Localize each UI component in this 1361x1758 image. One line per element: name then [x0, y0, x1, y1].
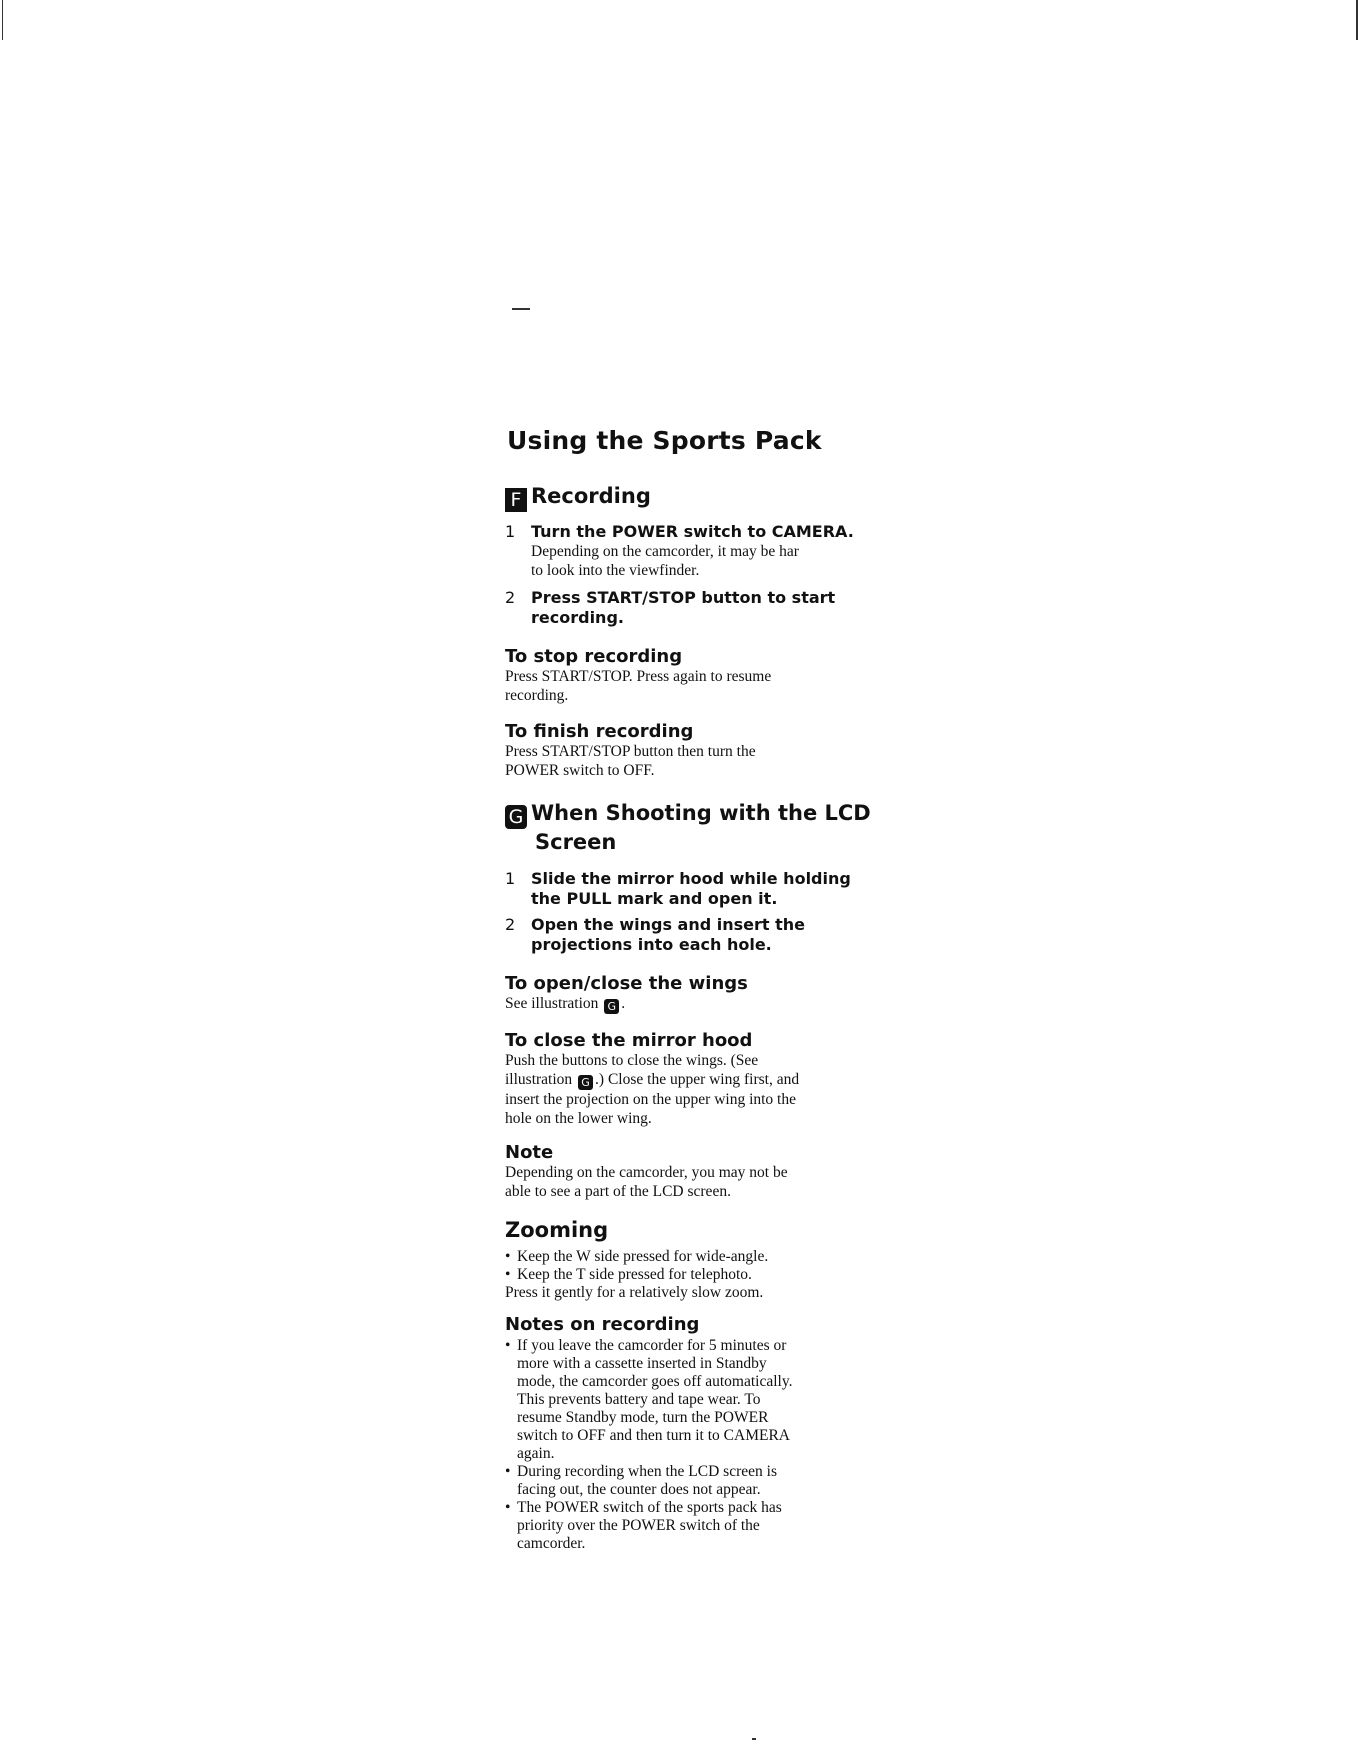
text-run: . — [621, 995, 626, 1012]
section-heading-lcd — [505, 800, 871, 855]
subheading-notes-on-recording: Notes on recording — [505, 1314, 700, 1335]
text-run: .) Close the upper wing first, and — [595, 1071, 800, 1088]
page-title: Using the Sports Pack — [507, 426, 822, 455]
text-run: See illustration — [505, 995, 599, 1012]
step-text: Open the wings and insert the — [531, 915, 805, 934]
scan-mark — [752, 1738, 756, 1740]
heading-text: When Shooting with the LCD — [531, 801, 871, 825]
list-item — [505, 1499, 850, 1553]
open-close-wings-text — [505, 994, 850, 1014]
section-zooming — [505, 1218, 850, 1553]
text-line: switch to OFF and then turn it to CAMERA — [517, 1427, 790, 1444]
heading-text: Screen — [535, 830, 617, 854]
subheading-note: Note — [505, 1142, 554, 1163]
text-line: Depending on the camcorder, it may be har — [531, 543, 799, 560]
step-text: the PULL mark and open it. — [531, 889, 778, 908]
text-line: to look into the viewfinder. — [531, 562, 700, 579]
text-line: POWER switch to OFF. — [505, 762, 655, 779]
text-line: Press START/STOP button then turn the — [505, 743, 756, 760]
text-line: insert the projection on the upper wing into the — [505, 1091, 796, 1108]
section-lcd-shooting — [505, 800, 871, 1201]
step-text: Press START/STOP button to start — [531, 588, 836, 607]
text-line — [505, 1070, 850, 1090]
step-number: 2 — [505, 915, 516, 934]
text-line: more with a cassette inserted in Standby — [517, 1355, 767, 1372]
text-line: recording. — [505, 687, 569, 704]
text-line: priority over the POWER switch of the — [517, 1517, 760, 1534]
text-line: • Keep the T side pressed for telephoto. — [517, 1266, 752, 1283]
step-number: 1 — [505, 522, 516, 541]
section-heading-zooming: Zooming — [505, 1218, 609, 1242]
step-number: 2 — [505, 588, 516, 607]
scan-mark — [2, 0, 3, 40]
scan-mark — [1356, 0, 1358, 40]
text-line: hole on the lower wing. — [505, 1110, 652, 1127]
subheading-stop-recording: To stop recording — [505, 646, 683, 667]
text-line: able to see a part of the LCD screen. — [505, 1183, 731, 1200]
scan-mark — [512, 308, 530, 310]
finish-recording-text — [505, 742, 850, 780]
step-item — [505, 869, 850, 909]
section-badge-f: F — [505, 488, 527, 512]
section-recording — [505, 484, 854, 780]
step-text: recording. — [531, 608, 624, 627]
note-text — [505, 1163, 850, 1201]
subheading-close-mirror-hood: To close the mirror hood — [505, 1030, 753, 1051]
step-text: Turn the POWER switch to CAMERA. — [531, 522, 854, 541]
step-text: projections into each hole. — [531, 935, 772, 954]
text-run: illustration — [505, 1071, 573, 1088]
text-line: Press START/STOP. Press again to resume — [505, 668, 772, 685]
text-line: • During recording when the LCD screen is — [517, 1463, 777, 1480]
text-line: Push the buttons to close the wings. (See — [505, 1052, 759, 1069]
step-item — [505, 915, 850, 955]
text-line: camcorder. — [517, 1535, 586, 1552]
step-subtext — [531, 542, 850, 580]
illustration-ref-g: G — [604, 999, 619, 1014]
text-line: again. — [517, 1445, 555, 1462]
subheading-open-close-wings: To open/close the wings — [505, 973, 748, 994]
list-item — [505, 1266, 850, 1284]
text-line: Depending on the camcorder, you may not be — [505, 1164, 788, 1181]
subheading-finish-recording: To finish recording — [505, 721, 694, 742]
text-line: • The POWER switch of the sports pack has — [517, 1499, 782, 1516]
zooming-text: Press it gently for a relatively slow zoom. — [505, 1284, 764, 1301]
text-line: facing out, the counter does not appear. — [517, 1481, 761, 1498]
illustration-ref-g: G — [578, 1075, 593, 1090]
step-item — [505, 522, 854, 580]
heading-text: Recording — [531, 484, 651, 508]
step-item — [505, 588, 850, 628]
close-mirror-hood-text — [505, 1051, 850, 1128]
text-line: mode, the camcorder goes off automatically. — [517, 1373, 793, 1390]
list-item — [505, 1337, 850, 1463]
text-line: resume Standby mode, turn the POWER — [517, 1409, 769, 1426]
list-item — [505, 1463, 850, 1499]
text-line: • If you leave the camcorder for 5 minutes or — [517, 1337, 787, 1354]
step-text: Slide the mirror hood while holding — [531, 869, 851, 888]
text-line: This prevents battery and tape wear. To — [517, 1391, 761, 1408]
section-badge-g: G — [505, 805, 527, 829]
section-heading-recording — [505, 484, 850, 512]
list-item — [505, 1248, 850, 1266]
stop-recording-text — [505, 667, 850, 705]
step-number: 1 — [505, 869, 516, 888]
text-line: • Keep the W side pressed for wide-angle. — [517, 1248, 769, 1265]
